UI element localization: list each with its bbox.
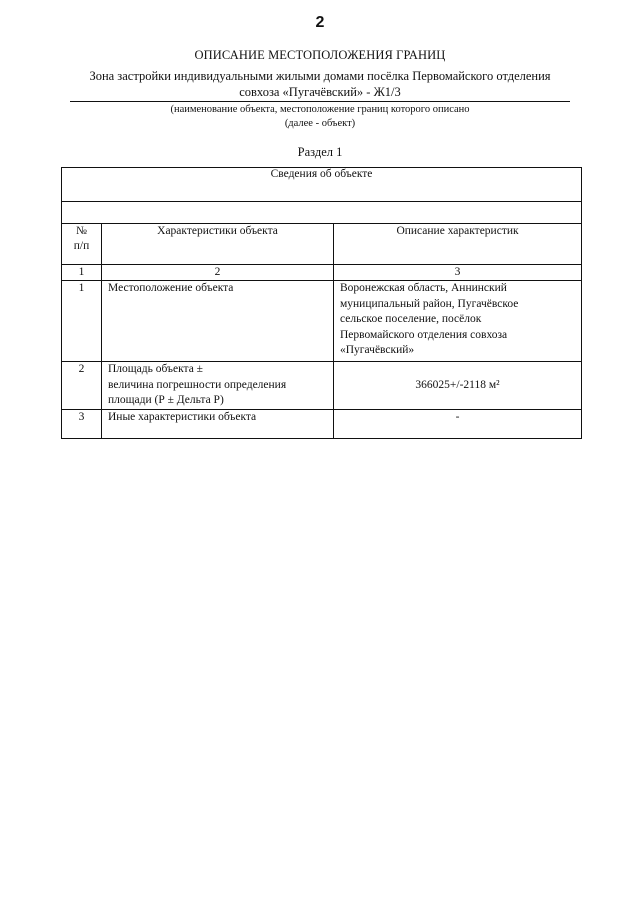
object-name-line-1: Зона застройки индивидуальными жилыми домами посёлка Первомайского отделения (89, 69, 551, 83)
table-row (62, 362, 582, 410)
row-number: 1 (62, 281, 102, 362)
document-title: ОПИСАНИЕ МЕСТОПОЛОЖЕНИЯ ГРАНИЦ (194, 48, 446, 62)
object-name-line-2: совхоза «Пугачёвский» - Ж1/3 (239, 85, 401, 99)
index-cell-1: 1 (62, 265, 102, 281)
object-name-underline (70, 101, 570, 102)
object-info-table (61, 167, 582, 439)
page-number: 2 (315, 14, 325, 31)
table-blank-row (62, 202, 582, 224)
table-header-row (62, 224, 582, 265)
row-characteristic: Площадь объекта ± величина погрешности определения площади (Р ± Дельта Р) (102, 362, 334, 410)
row-number: 2 (62, 362, 102, 410)
caption-line-1: (наименование объекта, местоположение границ которого описано (170, 104, 470, 115)
row-description: 366025+/-2118 м² (334, 362, 582, 410)
table-blank-cell (62, 202, 582, 224)
row-characteristic: Иные характеристики объекта (102, 410, 334, 439)
header-num: № п/п (62, 224, 102, 265)
table-title-row (62, 168, 582, 202)
table-row (62, 281, 582, 362)
row-description: Воронежская область, Аннинский муниципальный район, Пугачёвское сельское поселение, посёлок Первомайского отделения совхоза «Пугачёвский» (334, 281, 582, 362)
object-name (70, 68, 570, 100)
row-number: 3 (62, 410, 102, 439)
header-characteristic: Характеристики объекта (102, 224, 334, 265)
section-label: Раздел 1 (297, 145, 343, 159)
index-cell-3: 3 (334, 265, 582, 281)
table-row (62, 410, 582, 439)
row-description: - (334, 410, 582, 439)
table-title: Сведения об объекте (62, 168, 582, 202)
index-cell-2: 2 (102, 265, 334, 281)
table-index-row (62, 265, 582, 281)
object-name-caption (70, 103, 570, 131)
row-characteristic: Местоположение объекта (102, 281, 334, 362)
caption-line-2: (далее - объект) (284, 118, 356, 129)
header-description: Описание характеристик (334, 224, 582, 265)
